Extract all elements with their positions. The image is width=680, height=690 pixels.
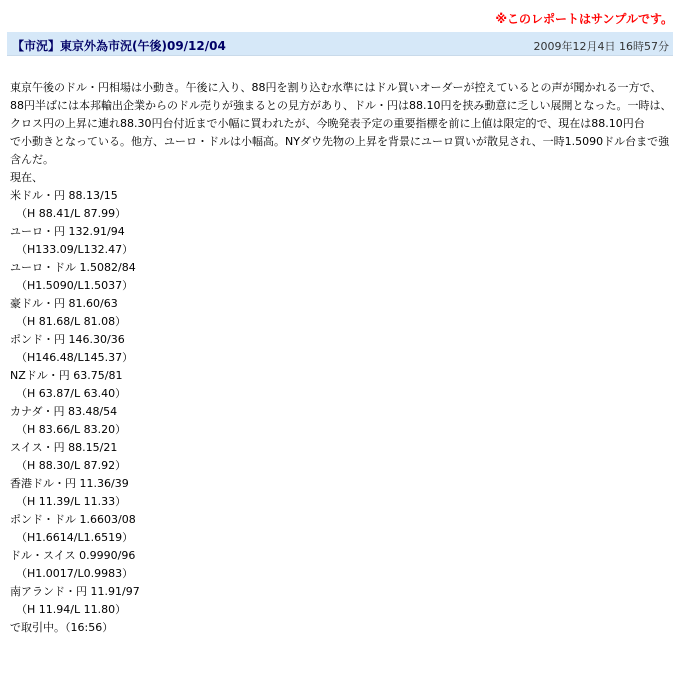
- report-datetime: 2009年12月4日 16時57分: [533, 40, 669, 53]
- rate-item: [10, 223, 670, 259]
- body-paragraph-line: 東京午後のドル・円相場は小動き。午後に入り、88円を割り込む水準にはドル買いオーダーが控えているとの声が聞かれる一方で、: [10, 81, 662, 94]
- rate-item: [10, 439, 670, 475]
- rate-item: [10, 511, 670, 547]
- rate-high-low: （H1.6614/L1.6519）: [16, 531, 134, 544]
- body-paragraph-line: 含んだ。: [10, 153, 54, 166]
- rate-high-low: （H 88.41/L 87.99）: [16, 207, 127, 220]
- report-header-bar: [7, 32, 673, 56]
- rate-high-low: （H 11.39/L 11.33）: [16, 495, 127, 508]
- body-paragraph-line: 88円半ばには本邦輸出企業からのドル売りが強まるとの見方があり、ドル・円は88.10円を挟み動意に乏しい展開となった。一時は、: [10, 99, 672, 112]
- body-paragraph-line: で小動きとなっている。他方、ユーロ・ドルは小幅高。NYダウ先物の上昇を背景にユーロ買いが散見され、一時1.5090ドル台まで強: [10, 135, 670, 148]
- rate-pair-quote: 豪ドル・円 81.60/63: [10, 297, 118, 310]
- rate-high-low: （H1.5090/L1.5037）: [16, 279, 134, 292]
- rate-high-low: （H 81.68/L 81.08）: [16, 315, 127, 328]
- sample-report-notice: ※このレポートはサンプルです。: [495, 12, 673, 26]
- rate-item: [10, 583, 670, 619]
- rate-pair-quote: 香港ドル・円 11.36/39: [10, 477, 129, 490]
- rate-high-low: （H146.48/L145.37）: [16, 351, 134, 364]
- rate-pair-quote: ポンド・ドル 1.6603/08: [10, 513, 136, 526]
- report-title: 【市況】東京外為市況(午後)09/12/04: [12, 39, 226, 53]
- rate-item: [10, 259, 670, 295]
- current-label: 現在、: [10, 171, 43, 184]
- rate-high-low: （H 63.87/L 63.40）: [16, 387, 127, 400]
- rate-pair-quote: NZドル・円 63.75/81: [10, 369, 123, 382]
- rate-item: [10, 295, 670, 331]
- rate-pair-quote: ポンド・円 146.30/36: [10, 333, 125, 346]
- trading-status-line: で取引中。（16:56）: [10, 621, 114, 634]
- rate-pair-quote: カナダ・円 83.48/54: [10, 405, 118, 418]
- rate-item: [10, 475, 670, 511]
- rate-high-low: （H1.0017/L0.9983）: [16, 567, 134, 580]
- rate-item: [10, 331, 670, 367]
- rate-pair-quote: 米ドル・円 88.13/15: [10, 189, 118, 202]
- rate-high-low: （H 83.66/L 83.20）: [16, 423, 127, 436]
- rate-item: [10, 367, 670, 403]
- body-paragraph-line: クロス円の上昇に連れ88.30円台付近まで小幅に買われたが、今晩発表予定の重要指標を前に上値は限定的で、現在は88.10円台: [10, 117, 645, 130]
- rate-pair-quote: ユーロ・円 132.91/94: [10, 225, 125, 238]
- report-body: [10, 79, 670, 637]
- rate-high-low: （H 11.94/L 11.80）: [16, 603, 127, 616]
- rate-item: [10, 547, 670, 583]
- rate-high-low: （H133.09/L132.47）: [16, 243, 134, 256]
- rate-pair-quote: ユーロ・ドル 1.5082/84: [10, 261, 136, 274]
- rate-high-low: （H 88.30/L 87.92）: [16, 459, 127, 472]
- rate-pair-quote: スイス・円 88.15/21: [10, 441, 118, 454]
- rate-item: [10, 403, 670, 439]
- rate-list: [10, 187, 670, 619]
- rate-pair-quote: 南アランド・円 11.91/97: [10, 585, 140, 598]
- rate-pair-quote: ドル・スイス 0.9990/96: [10, 549, 136, 562]
- rate-item: [10, 187, 670, 223]
